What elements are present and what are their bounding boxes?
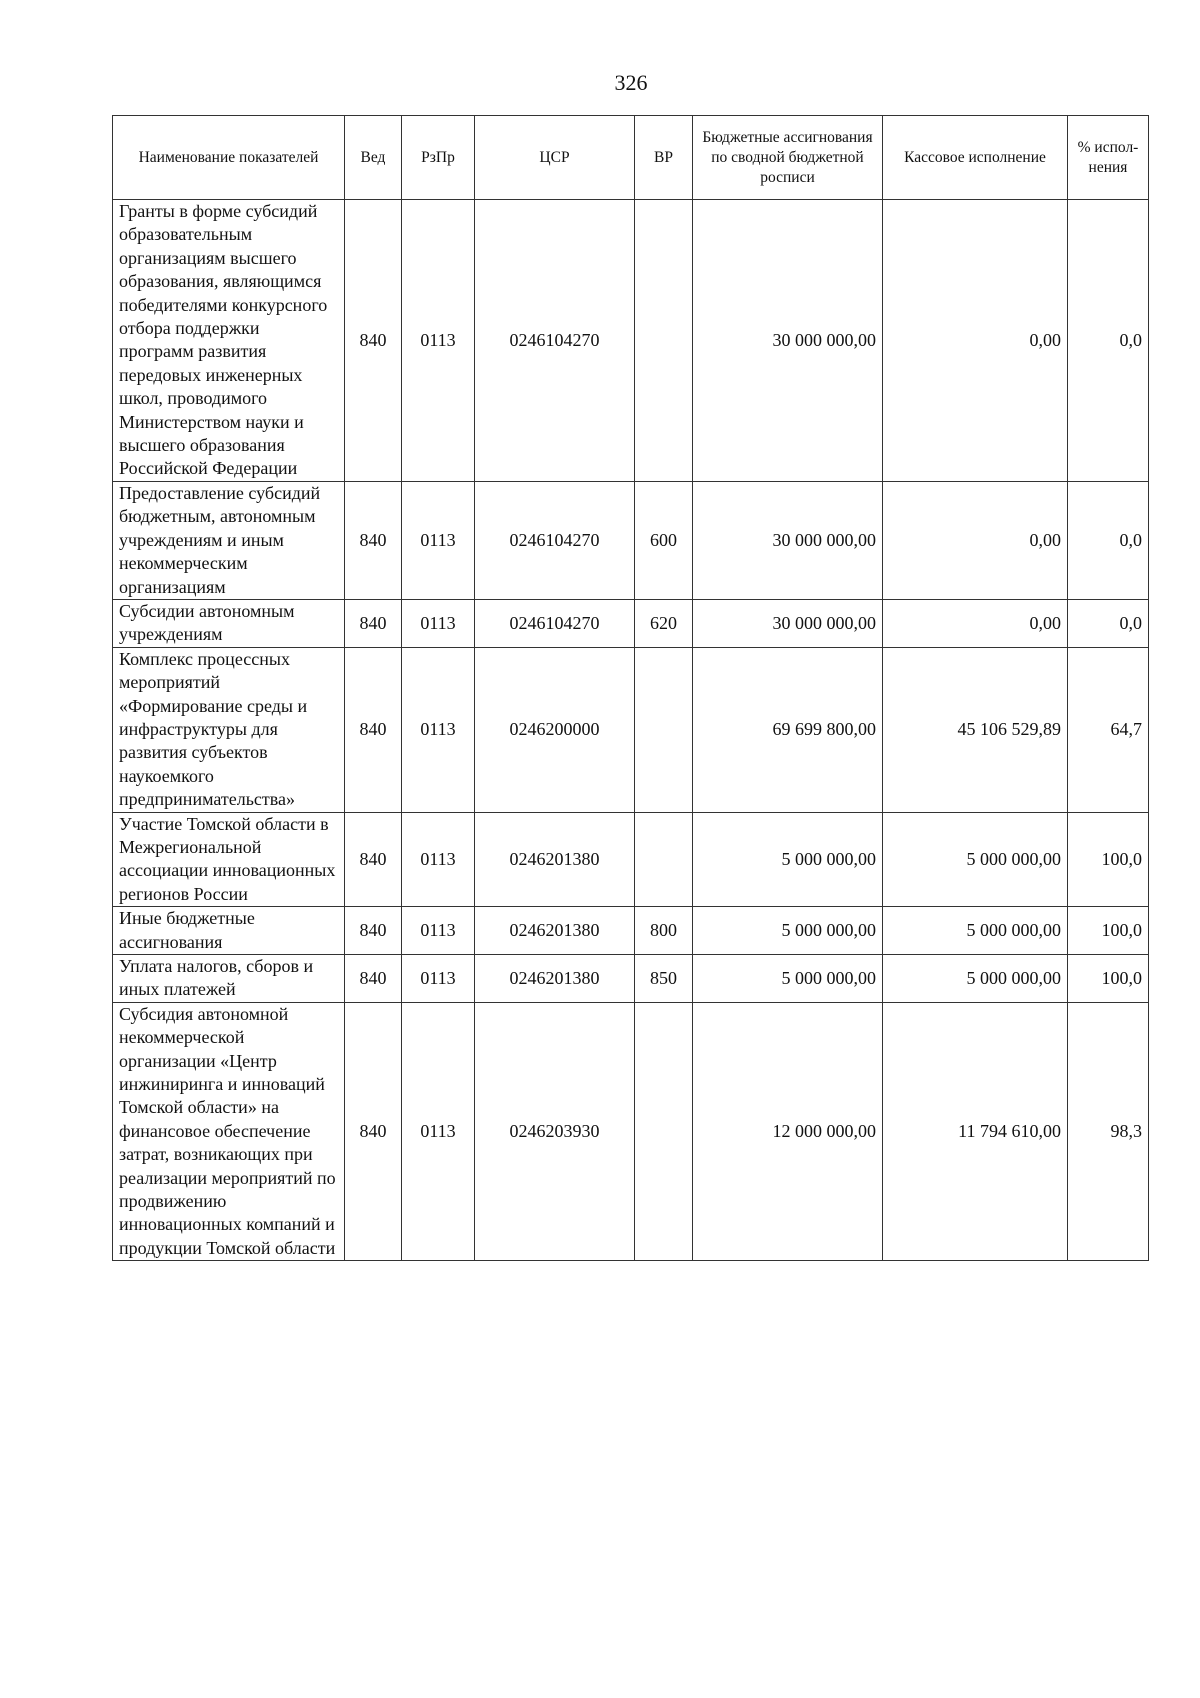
cell-name: Иные бюджетные ассигнования bbox=[113, 907, 345, 955]
cell-ved: 840 bbox=[345, 955, 402, 1003]
cell-csr: 0246200000 bbox=[475, 647, 635, 812]
header-cash-execution: Кассовое исполнение bbox=[883, 116, 1068, 200]
cell-name: Участие Томской области в Межрегиональной ассоциации инновационных регионов России bbox=[113, 812, 345, 907]
cell-percent: 100,0 bbox=[1068, 955, 1149, 1003]
cell-percent: 0,0 bbox=[1068, 481, 1149, 599]
cell-percent: 100,0 bbox=[1068, 907, 1149, 955]
cell-csr: 0246104270 bbox=[475, 200, 635, 482]
table-header-row bbox=[113, 116, 1149, 200]
header-rzpr: РзПр bbox=[402, 116, 475, 200]
cell-cash-execution: 0,00 bbox=[883, 481, 1068, 599]
cell-cash-execution: 45 106 529,89 bbox=[883, 647, 1068, 812]
header-vr: ВР bbox=[635, 116, 693, 200]
cell-ved: 840 bbox=[345, 812, 402, 907]
cell-cash-execution: 5 000 000,00 bbox=[883, 812, 1068, 907]
table-row bbox=[113, 955, 1149, 1003]
cell-ved: 840 bbox=[345, 1002, 402, 1260]
cell-vr bbox=[635, 200, 693, 482]
cell-ved: 840 bbox=[345, 481, 402, 599]
budget-execution-table bbox=[112, 115, 1149, 1261]
cell-assignments: 5 000 000,00 bbox=[693, 907, 883, 955]
header-assignments: Бюджетные ассигнования по сводной бюджетной росписи bbox=[693, 116, 883, 200]
cell-vr: 850 bbox=[635, 955, 693, 1003]
cell-assignments: 30 000 000,00 bbox=[693, 200, 883, 482]
cell-percent: 64,7 bbox=[1068, 647, 1149, 812]
page-number: 326 bbox=[614, 70, 648, 95]
cell-name: Предоставление субсидий бюджетным, автономным учреждениям и иным некоммерческим организациям bbox=[113, 481, 345, 599]
cell-rzpr: 0113 bbox=[402, 907, 475, 955]
cell-rzpr: 0113 bbox=[402, 599, 475, 647]
cell-percent: 100,0 bbox=[1068, 812, 1149, 907]
cell-vr bbox=[635, 1002, 693, 1260]
cell-rzpr: 0113 bbox=[402, 481, 475, 599]
cell-assignments: 30 000 000,00 bbox=[693, 481, 883, 599]
cell-ved: 840 bbox=[345, 200, 402, 482]
cell-assignments: 69 699 800,00 bbox=[693, 647, 883, 812]
cell-name: Уплата налогов, сборов и иных платежей bbox=[113, 955, 345, 1003]
cell-rzpr: 0113 bbox=[402, 647, 475, 812]
cell-percent: 0,0 bbox=[1068, 200, 1149, 482]
cell-percent: 98,3 bbox=[1068, 1002, 1149, 1260]
cell-vr: 600 bbox=[635, 481, 693, 599]
cell-vr bbox=[635, 812, 693, 907]
table-row bbox=[113, 812, 1149, 907]
cell-name: Комплекс процессных мероприятий «Формирование среды и инфраструктуры для развития субъектов наукоемкого предпринимательства» bbox=[113, 647, 345, 812]
cell-vr: 620 bbox=[635, 599, 693, 647]
cell-vr: 800 bbox=[635, 907, 693, 955]
table-row bbox=[113, 200, 1149, 482]
cell-name: Субсидии автономным учреждениям bbox=[113, 599, 345, 647]
table-row bbox=[113, 647, 1149, 812]
cell-percent: 0,0 bbox=[1068, 599, 1149, 647]
table-row bbox=[113, 1002, 1149, 1260]
cell-csr: 0246201380 bbox=[475, 812, 635, 907]
cell-assignments: 30 000 000,00 bbox=[693, 599, 883, 647]
cell-csr: 0246201380 bbox=[475, 955, 635, 1003]
cell-ved: 840 bbox=[345, 647, 402, 812]
cell-assignments: 5 000 000,00 bbox=[693, 955, 883, 1003]
cell-csr: 0246104270 bbox=[475, 481, 635, 599]
cell-rzpr: 0113 bbox=[402, 200, 475, 482]
cell-ved: 840 bbox=[345, 599, 402, 647]
cell-rzpr: 0113 bbox=[402, 1002, 475, 1260]
cell-csr: 0246201380 bbox=[475, 907, 635, 955]
cell-rzpr: 0113 bbox=[402, 955, 475, 1003]
cell-name: Субсидия автономной некоммерческой организации «Центр инжиниринга и инноваций Томской области» на финансовое обеспечение затрат, возникающих при реализации мероприятий по продвижению инновационных компаний и продукции Томской области bbox=[113, 1002, 345, 1260]
cell-assignments: 5 000 000,00 bbox=[693, 812, 883, 907]
cell-cash-execution: 5 000 000,00 bbox=[883, 907, 1068, 955]
header-ved: Вед bbox=[345, 116, 402, 200]
cell-csr: 0246104270 bbox=[475, 599, 635, 647]
table-row bbox=[113, 599, 1149, 647]
header-csr: ЦСР bbox=[475, 116, 635, 200]
cell-vr bbox=[635, 647, 693, 812]
header-name: Наименование показателей bbox=[113, 116, 345, 200]
cell-cash-execution: 11 794 610,00 bbox=[883, 1002, 1068, 1260]
cell-cash-execution: 0,00 bbox=[883, 200, 1068, 482]
cell-assignments: 12 000 000,00 bbox=[693, 1002, 883, 1260]
cell-ved: 840 bbox=[345, 907, 402, 955]
table-row bbox=[113, 907, 1149, 955]
cell-name: Гранты в форме субсидий образовательным организациям высшего образования, являющимся победителями конкурсного отбора поддержки программ развития передовых инженерных школ, проводимого Министерством науки и высшего образования Российской Федерации bbox=[113, 200, 345, 482]
header-percent: % испол-нения bbox=[1068, 116, 1149, 200]
cell-rzpr: 0113 bbox=[402, 812, 475, 907]
cell-cash-execution: 5 000 000,00 bbox=[883, 955, 1068, 1003]
table-row bbox=[113, 481, 1149, 599]
cell-csr: 0246203930 bbox=[475, 1002, 635, 1260]
cell-cash-execution: 0,00 bbox=[883, 599, 1068, 647]
